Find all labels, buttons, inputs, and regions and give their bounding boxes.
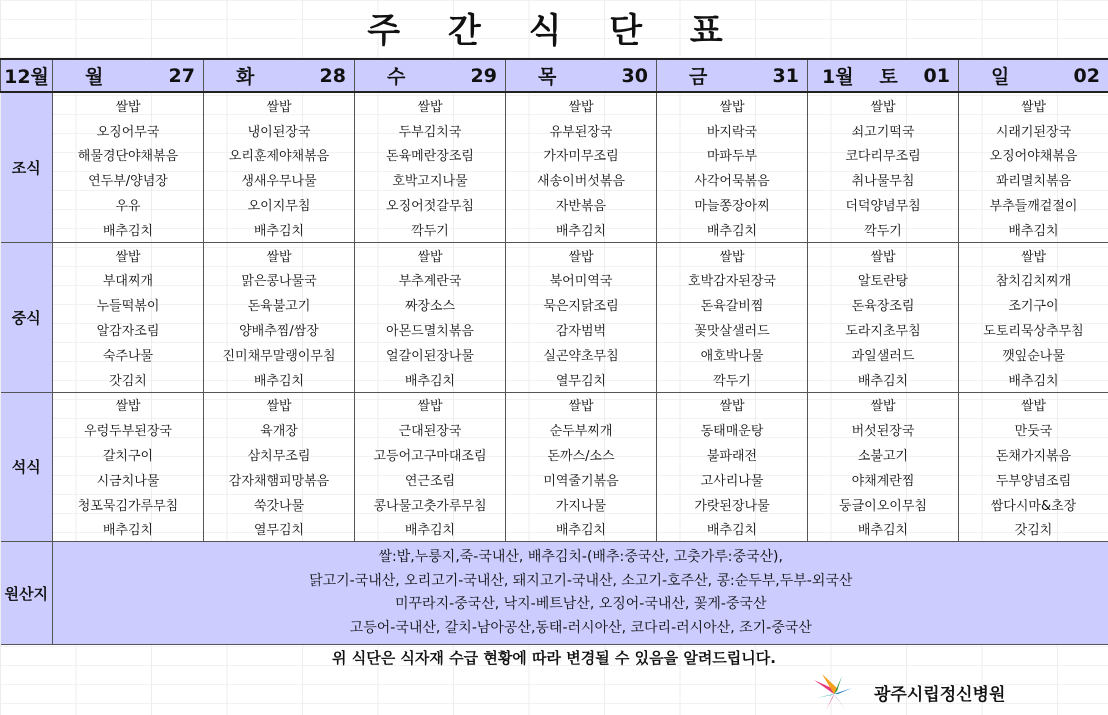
day-date: 01 bbox=[923, 64, 950, 87]
day-date: 02 bbox=[1073, 64, 1100, 87]
dish-cell: 야채계란찜 bbox=[808, 467, 959, 492]
table-row bbox=[1, 192, 1108, 217]
dish-cell: 돈육갈비찜 bbox=[657, 292, 808, 317]
origin-info bbox=[53, 542, 1108, 645]
dish-cell: 쌀밥 bbox=[53, 92, 204, 118]
dish-cell: 생새우무나물 bbox=[204, 167, 355, 192]
table-row bbox=[1, 292, 1108, 317]
dish-cell: 깻잎순나물 bbox=[959, 342, 1108, 367]
dish-cell: 쇠고기떡국 bbox=[808, 118, 959, 143]
dish-cell: 근대된장국 bbox=[355, 417, 506, 442]
dish-cell: 쌀밥 bbox=[808, 392, 959, 417]
dish-cell: 마파두부 bbox=[657, 143, 808, 168]
table-row bbox=[1, 342, 1108, 367]
dish-cell: 배추김치 bbox=[204, 367, 355, 392]
dish-cell: 배추김치 bbox=[204, 217, 355, 242]
day-name: 일 bbox=[991, 66, 1010, 88]
dish-cell: 시금치나물 bbox=[53, 467, 204, 492]
dish-cell: 오징어무국 bbox=[53, 118, 204, 143]
change-notice: 위 식단은 식자재 수급 현황에 따라 변경될 수 있음을 알려드립니다. bbox=[332, 649, 776, 667]
dish-cell: 불파래전 bbox=[657, 442, 808, 467]
dish-cell: 쌀밥 bbox=[959, 92, 1108, 118]
dish-cell: 순두부찌개 bbox=[506, 417, 657, 442]
dish-cell: 동태매운탕 bbox=[657, 417, 808, 442]
dish-cell: 쌀밥 bbox=[355, 92, 506, 118]
dish-cell: 진미채무말랭이무침 bbox=[204, 342, 355, 367]
dish-cell: 미역줄기볶음 bbox=[506, 467, 657, 492]
dish-cell: 부대찌개 bbox=[53, 268, 204, 293]
dish-cell: 갓김치 bbox=[53, 367, 204, 392]
dish-cell: 애호박나물 bbox=[657, 342, 808, 367]
dish-cell: 깍두기 bbox=[808, 217, 959, 242]
dish-cell: 삼치무조림 bbox=[204, 442, 355, 467]
dish-cell: 가지나물 bbox=[506, 492, 657, 517]
day-name: 토 bbox=[879, 66, 898, 88]
dish-cell: 쌀밥 bbox=[204, 242, 355, 267]
day-header bbox=[808, 59, 959, 92]
dish-cell: 깍두기 bbox=[657, 367, 808, 392]
table-row bbox=[1, 268, 1108, 293]
dish-cell: 짜장소스 bbox=[355, 292, 506, 317]
table-row bbox=[1, 143, 1108, 168]
day-date: 28 bbox=[319, 64, 346, 87]
dish-cell: 도라지초무침 bbox=[808, 317, 959, 342]
dish-cell: 열무김치 bbox=[204, 517, 355, 542]
dish-cell: 쌀밥 bbox=[204, 392, 355, 417]
dish-cell: 쌀밥 bbox=[204, 92, 355, 118]
dish-cell: 배추김치 bbox=[506, 217, 657, 242]
dish-cell: 양배추찜/쌈장 bbox=[204, 317, 355, 342]
dish-cell: 쌀밥 bbox=[506, 242, 657, 267]
dish-cell: 쌀밥 bbox=[657, 242, 808, 267]
table-row bbox=[1, 392, 1108, 417]
dish-cell: 둥글이오이무침 bbox=[808, 492, 959, 517]
dish-cell: 쌀밥 bbox=[959, 242, 1108, 267]
dish-cell: 오징어젓갈무침 bbox=[355, 192, 506, 217]
dish-cell: 콩나물고춧가루무침 bbox=[355, 492, 506, 517]
dish-cell: 배추김치 bbox=[959, 217, 1108, 242]
dish-cell: 유부된장국 bbox=[506, 118, 657, 143]
day-header bbox=[506, 59, 657, 92]
table-row bbox=[1, 492, 1108, 517]
dish-cell: 부추들깨겉절이 bbox=[959, 192, 1108, 217]
month-label: 12월 bbox=[1, 59, 53, 92]
dish-cell: 북어미역국 bbox=[506, 268, 657, 293]
dish-cell: 바지락국 bbox=[657, 118, 808, 143]
dish-cell: 버섯된장국 bbox=[808, 417, 959, 442]
dish-cell: 연두부/양념장 bbox=[53, 167, 204, 192]
day-header bbox=[657, 59, 808, 92]
dish-cell: 아몬드멸치볶음 bbox=[355, 317, 506, 342]
day-date: 31 bbox=[772, 64, 799, 87]
dish-cell: 쌀밥 bbox=[506, 92, 657, 118]
dish-cell: 배추김치 bbox=[657, 517, 808, 542]
dish-cell: 배추김치 bbox=[808, 517, 959, 542]
day-header bbox=[355, 59, 506, 92]
dish-cell: 우렁두부된장국 bbox=[53, 417, 204, 442]
dish-cell: 쌀밥 bbox=[355, 392, 506, 417]
table-row bbox=[1, 442, 1108, 467]
day-date: 27 bbox=[168, 64, 195, 87]
dish-cell: 얼갈이된장나물 bbox=[355, 342, 506, 367]
dish-cell: 쌀밥 bbox=[657, 392, 808, 417]
origin-label: 원산지 bbox=[1, 542, 53, 645]
dish-cell: 감자범벅 bbox=[506, 317, 657, 342]
dish-cell: 시래기된장국 bbox=[959, 118, 1108, 143]
hospital-name: 광주시립정신병원 bbox=[874, 684, 1006, 705]
dish-cell: 부추계란국 bbox=[355, 268, 506, 293]
star-burst-logo-icon bbox=[812, 672, 856, 712]
dish-cell: 갈치구이 bbox=[53, 442, 204, 467]
dish-cell: 배추김치 bbox=[808, 367, 959, 392]
page-title: 주 간 식 단 표 bbox=[367, 11, 741, 51]
dish-cell: 호박고지나물 bbox=[355, 167, 506, 192]
dish-cell: 쌀밥 bbox=[808, 242, 959, 267]
dish-cell: 배추김치 bbox=[53, 217, 204, 242]
dish-cell: 코다리무조림 bbox=[808, 143, 959, 168]
dish-cell: 조기구이 bbox=[959, 292, 1108, 317]
origin-line: 고등어-국내산, 갈치-남아공산,동태-러시아산, 코다리-러시아산, 조기-중국산 bbox=[349, 619, 812, 636]
table-row bbox=[1, 217, 1108, 242]
table-row bbox=[1, 367, 1108, 392]
dish-cell: 배추김치 bbox=[53, 517, 204, 542]
menu-body bbox=[1, 92, 1108, 542]
dish-cell: 돈까스/소스 bbox=[506, 442, 657, 467]
dish-cell: 쌀밥 bbox=[53, 392, 204, 417]
day-name: 화 bbox=[236, 66, 255, 88]
dish-cell: 배추김치 bbox=[355, 517, 506, 542]
dish-cell: 연근조림 bbox=[355, 467, 506, 492]
dish-cell: 쌀밥 bbox=[53, 242, 204, 267]
dish-cell: 마늘쫑장아찌 bbox=[657, 192, 808, 217]
header-row bbox=[1, 59, 1108, 92]
dish-cell: 가자미무조림 bbox=[506, 143, 657, 168]
dish-cell: 알감자조림 bbox=[53, 317, 204, 342]
dish-cell: 꽃맛살샐러드 bbox=[657, 317, 808, 342]
dish-cell: 돈육장조림 bbox=[808, 292, 959, 317]
dish-cell: 새송이버섯볶음 bbox=[506, 167, 657, 192]
dish-cell: 육개장 bbox=[204, 417, 355, 442]
dish-cell: 만둣국 bbox=[959, 417, 1108, 442]
day-name: 월 bbox=[85, 66, 104, 88]
table-row bbox=[1, 417, 1108, 442]
day-name: 금 bbox=[689, 66, 708, 88]
dish-cell: 열무김치 bbox=[506, 367, 657, 392]
dish-cell: 도토리묵상추무침 bbox=[959, 317, 1108, 342]
dish-cell: 쌈다시마&초장 bbox=[959, 492, 1108, 517]
day-month: 1월 bbox=[822, 66, 854, 88]
dish-cell: 참치김치찌개 bbox=[959, 268, 1108, 293]
table-row bbox=[1, 467, 1108, 492]
day-name: 목 bbox=[538, 66, 557, 88]
footer bbox=[812, 672, 1102, 712]
day-date: 30 bbox=[621, 64, 648, 87]
dish-cell: 오징어야채볶음 bbox=[959, 143, 1108, 168]
dish-cell: 갓김치 bbox=[959, 517, 1108, 542]
dish-cell: 쌀밥 bbox=[355, 242, 506, 267]
dish-cell: 쌀밥 bbox=[808, 92, 959, 118]
dish-cell: 자반볶음 bbox=[506, 192, 657, 217]
dish-cell: 쌀밥 bbox=[959, 392, 1108, 417]
meal-label: 석식 bbox=[1, 392, 53, 542]
dish-cell: 더덕양념무침 bbox=[808, 192, 959, 217]
dish-cell: 해물경단야채볶음 bbox=[53, 143, 204, 168]
dish-cell: 묵은지닭조림 bbox=[506, 292, 657, 317]
origin-line: 미꾸라지-중국산, 낙지-베트남산, 오징어-국내산, 꽃게-중국산 bbox=[395, 596, 767, 613]
meal-label: 조식 bbox=[1, 92, 53, 242]
table-row bbox=[1, 118, 1108, 143]
table-row bbox=[1, 317, 1108, 342]
meal-label: 중식 bbox=[1, 242, 53, 392]
dish-cell: 우유 bbox=[53, 192, 204, 217]
dish-cell: 돈채가지볶음 bbox=[959, 442, 1108, 467]
menu-table bbox=[0, 58, 1108, 645]
dish-cell: 누들떡볶이 bbox=[53, 292, 204, 317]
dish-cell: 청포묵김가루무침 bbox=[53, 492, 204, 517]
dish-cell: 알토란탕 bbox=[808, 268, 959, 293]
day-header bbox=[959, 59, 1108, 92]
dish-cell: 오리훈제야채볶음 bbox=[204, 143, 355, 168]
dish-cell: 배추김치 bbox=[657, 217, 808, 242]
origin-line: 닭고기-국내산, 오리고기-국내산, 돼지고기-국내산, 소고기-호주산, 콩:순두부,두부-외국산 bbox=[309, 572, 853, 589]
dish-cell: 꽈리멸치볶음 bbox=[959, 167, 1108, 192]
origin-line: 쌀:밥,누룽지,죽-국내산, 배추김치-(배추:중국산, 고춧가루:중국산), bbox=[378, 549, 783, 566]
origin-row bbox=[1, 542, 1108, 645]
dish-cell: 배추김치 bbox=[355, 367, 506, 392]
dish-cell: 냉이된장국 bbox=[204, 118, 355, 143]
dish-cell: 가랏된장나물 bbox=[657, 492, 808, 517]
dish-cell: 취나물무침 bbox=[808, 167, 959, 192]
dish-cell: 숙주나물 bbox=[53, 342, 204, 367]
dish-cell: 두부양념조림 bbox=[959, 467, 1108, 492]
day-date: 29 bbox=[470, 64, 497, 87]
dish-cell: 배추김치 bbox=[506, 517, 657, 542]
table-row bbox=[1, 517, 1108, 542]
dish-cell: 배추김치 bbox=[959, 367, 1108, 392]
dish-cell: 고등어고구마대조림 bbox=[355, 442, 506, 467]
dish-cell: 깍두기 bbox=[355, 217, 506, 242]
dish-cell: 오이지무침 bbox=[204, 192, 355, 217]
day-name: 수 bbox=[387, 66, 406, 88]
dish-cell: 과일샐러드 bbox=[808, 342, 959, 367]
dish-cell: 맑은콩나물국 bbox=[204, 268, 355, 293]
dish-cell: 소불고기 bbox=[808, 442, 959, 467]
table-row bbox=[1, 167, 1108, 192]
dish-cell: 사각어묵볶음 bbox=[657, 167, 808, 192]
dish-cell: 두부김치국 bbox=[355, 118, 506, 143]
table-row bbox=[1, 242, 1108, 267]
dish-cell: 돈육메란장조림 bbox=[355, 143, 506, 168]
dish-cell: 실곤약초무침 bbox=[506, 342, 657, 367]
dish-cell: 감자채햄피망볶음 bbox=[204, 467, 355, 492]
dish-cell: 쑥갓나물 bbox=[204, 492, 355, 517]
table-row bbox=[1, 92, 1108, 118]
dish-cell: 쌀밥 bbox=[657, 92, 808, 118]
dish-cell: 호박감자된장국 bbox=[657, 268, 808, 293]
dish-cell: 돈육불고기 bbox=[204, 292, 355, 317]
dish-cell: 쌀밥 bbox=[506, 392, 657, 417]
day-header bbox=[53, 59, 204, 92]
day-header bbox=[204, 59, 355, 92]
dish-cell: 고사리나물 bbox=[657, 467, 808, 492]
